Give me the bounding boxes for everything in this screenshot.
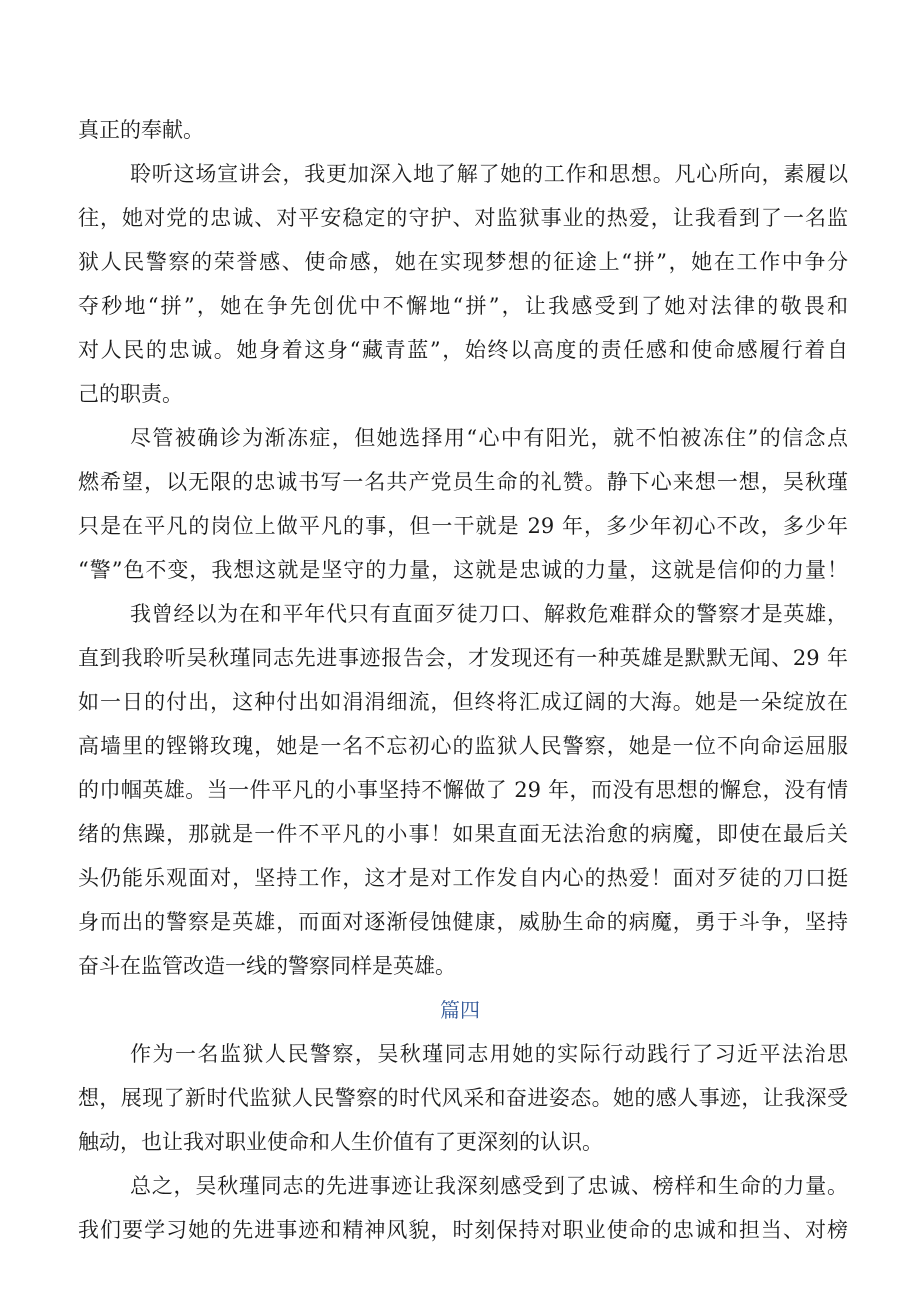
paragraph-line: 往，她对党的忠诚、对平安稳定的守护、对监狱事业的热爱，让我看到了一名监 [78,206,848,230]
paragraph-line: “警”色不变，我想这就是坚守的力量，这就是忠诚的力量，这就是信仰的力量！ [78,558,848,582]
paragraph-line: 触动，也让我对职业使命和人生价值有了更深刻的认识。 [78,1130,603,1154]
paragraph-line: 高墙里的铿锵玫瑰，她是一名不忘初心的监狱人民警察，她是一位不向命运屈服 [78,734,848,758]
paragraph-line: 直到我聆听吴秋瑾同志先进事迹报告会，才发现还有一种英雄是默默无闻、29 年 [78,646,848,670]
section-heading: 篇四 [440,998,480,1022]
paragraph-line: 头仍能乐观面对，坚持工作，这才是对工作发自内心的热爱！面对歹徒的刀口挺 [78,866,848,890]
paragraph-line: 奋斗在监管改造一线的警察同样是英雄。 [78,954,456,978]
paragraph-line: 绪的焦躁，那就是一件不平凡的小事！如果直面无法治愈的病魔，即使在最后关 [78,822,848,846]
paragraph-line: 作为一名监狱人民警察，吴秋瑾同志用她的实际行动践行了习近平法治思 [130,1042,848,1066]
paragraph-line: 夺秒地“拼”，她在争先创优中不懈地“拼”，让我感受到了她对法律的敬畏和 [78,294,848,318]
paragraph-line: 狱人民警察的荣誉感、使命感，她在实现梦想的征途上“拼”，她在工作中争分 [78,250,848,274]
paragraph-line: 己的职责。 [78,382,183,406]
paragraph-line: 身而出的警察是英雄，而面对逐渐侵蚀健康，威胁生命的病魔，勇于斗争，坚持 [78,910,848,934]
paragraph-line: 想，展现了新时代监狱人民警察的时代风采和奋进姿态。她的感人事迹，让我深受 [78,1086,848,1110]
paragraph-line: 总之，吴秋瑾同志的先进事迹让我深刻感受到了忠诚、榜样和生命的力量。 [130,1174,848,1198]
paragraph-line: 只是在平凡的岗位上做平凡的事，但一干就是 29 年，多少年初心不改，多少年 [78,514,848,538]
paragraph-line: 我曾经以为在和平年代只有直面歹徒刀口、解救危难群众的警察才是英雄， [130,602,848,626]
paragraph-line: 如一日的付出，这种付出如涓涓细流，但终将汇成辽阔的大海。她是一朵绽放在 [78,690,848,714]
paragraph-line: 真正的奉献。 [78,118,204,142]
paragraph-line: 对人民的忠诚。她身着这身“藏青蓝”，始终以高度的责任感和使命感履行着自 [78,338,848,362]
paragraph-line: 我们要学习她的先进事迹和精神风貌，时刻保持对职业使命的忠诚和担当、对榜 [78,1218,848,1242]
paragraph-line: 聆听这场宣讲会，我更加深入地了解了她的工作和思想。凡心所向，素履以 [130,162,848,186]
paragraph-line: 的巾帼英雄。当一件平凡的小事坚持不懈做了 29 年，而没有思想的懈怠，没有情 [78,778,848,802]
paragraph-line: 燃希望，以无限的忠诚书写一名共产党员生命的礼赞。静下心来想一想，吴秋瑾 [78,470,848,494]
paragraph-line: 尽管被确诊为渐冻症，但她选择用“心中有阳光，就不怕被冻住”的信念点 [130,426,848,450]
